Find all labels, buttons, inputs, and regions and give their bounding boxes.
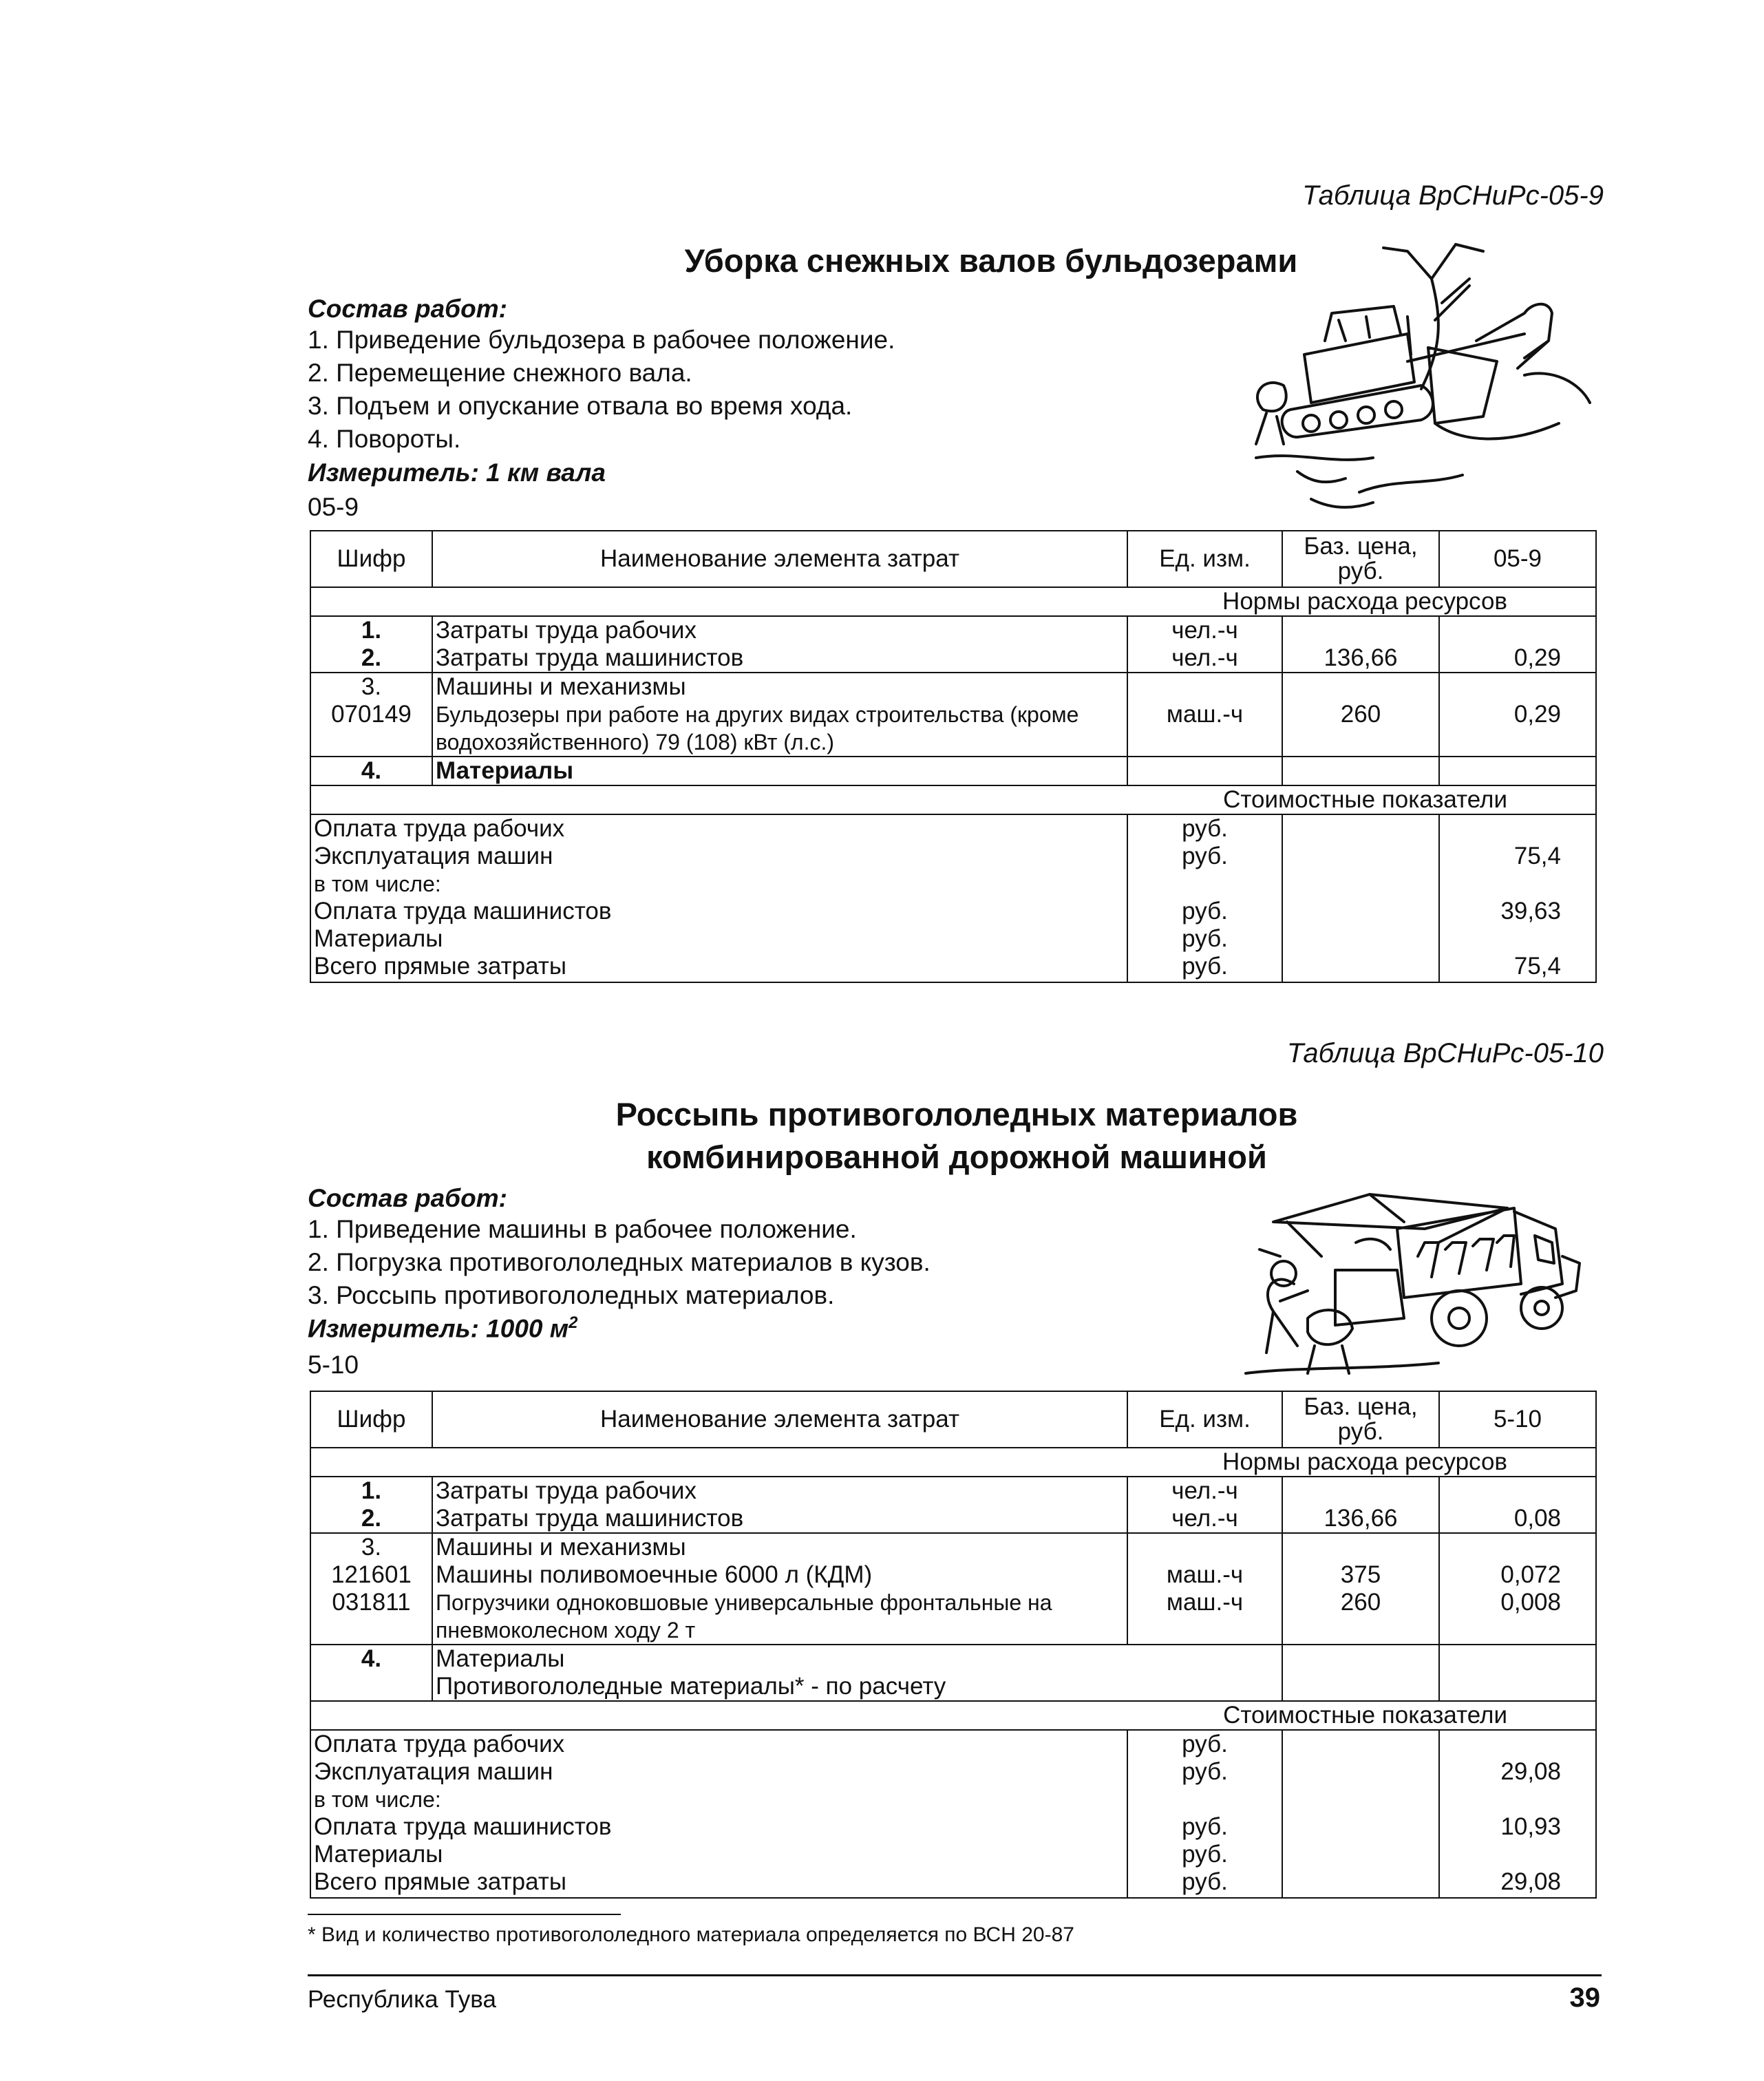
cost-name: Оплата труда рабочих [314, 815, 565, 842]
section-title: Уборка снежных валов бульдозерами [684, 242, 1298, 279]
row-unit: чел.-ч [1171, 644, 1238, 671]
cost-value: 29,08 [1500, 1868, 1561, 1895]
cost-unit: руб. [1182, 953, 1228, 980]
header-name: Наименование элемента затрат [432, 531, 1127, 587]
cost-value: 10,93 [1500, 1813, 1561, 1840]
row-number: 2. [361, 1505, 382, 1532]
cost-name: в том числе: [314, 872, 441, 896]
row-unit: чел.-ч [1171, 1477, 1238, 1504]
footer-region: Республика Тува [308, 1986, 496, 2013]
header-shifr: Шифр [310, 1391, 432, 1448]
cost-value: 75,4 [1513, 843, 1561, 869]
row-price: 136,66 [1324, 644, 1398, 671]
table-code: 5-10 [308, 1351, 359, 1379]
row-number: 1. [361, 617, 382, 644]
work-step: 4. Повороты. [308, 425, 461, 453]
row-number: 1. [361, 1477, 382, 1504]
section-title: Россыпь противогололедных материалов [615, 1096, 1298, 1132]
work-step: 1. Приведение бульдозера в рабочее положение. [308, 326, 895, 354]
row-number: 3. [361, 1534, 382, 1561]
row-value: 0,08 [1513, 1505, 1561, 1532]
cost-name: Материалы [314, 1841, 443, 1868]
work-step: 3. Подъем и опускание отвала во время хода. [308, 392, 853, 420]
bulldozer-illustration [1235, 237, 1593, 523]
row-number: 3. [361, 673, 382, 700]
cost-name: Всего прямые затраты [314, 1868, 567, 1895]
norms-label: Нормы расхода ресурсов [310, 587, 1596, 616]
page-number: 39 [1569, 1983, 1600, 2013]
cost-value: 29,08 [1500, 1758, 1561, 1785]
row-name: Затраты труда машинистов [436, 1505, 744, 1532]
cost-name: в том числе: [314, 1787, 441, 1812]
header-unit: Ед. изм. [1127, 531, 1282, 587]
row-price: 260 [1340, 1589, 1381, 1616]
cost-value: 75,4 [1513, 953, 1561, 980]
work-step: 2. Погрузка противогололедных материалов в кузов. [308, 1248, 931, 1276]
row-unit: чел.-ч [1171, 617, 1238, 644]
row-name: Бульдозеры при работе на других видах строительства (кроме водохозяйственного) 79 (108) кВт (л.с.) [436, 702, 1079, 754]
header-code: 5-10 [1439, 1391, 1596, 1448]
cost-name: Оплата труда рабочих [314, 1731, 565, 1757]
work-step: 2. Перемещение снежного вала. [308, 359, 692, 387]
cost-unit: руб. [1182, 1758, 1228, 1785]
cost-unit: руб. [1182, 815, 1228, 842]
work-step: 3. Россыпь противогололедных материалов. [308, 1281, 835, 1309]
work-step: 1. Приведение машины в рабочее положение. [308, 1215, 857, 1243]
cost-name: Эксплуатация машин [314, 1758, 553, 1785]
cost-unit: руб. [1182, 1841, 1228, 1868]
cost-rows [310, 814, 1596, 982]
table-code: 05-9 [308, 493, 359, 521]
work-composition-label: Состав работ: [308, 295, 507, 323]
cost-name: Эксплуатация машин [314, 843, 553, 869]
norms-table [310, 1391, 1597, 1899]
norms-table [310, 530, 1597, 983]
row-name: Затраты труда машинистов [436, 644, 744, 671]
row-number: 4. [310, 1645, 432, 1701]
row-unit: чел.-ч [1171, 1505, 1238, 1532]
row-name: Машины и механизмы [436, 673, 686, 700]
row-name: Погрузчики одноковшовые универсальные фронтальные на пневмоколесном ходу 2 т [436, 1590, 1052, 1642]
row-value: 0,072 [1500, 1561, 1561, 1588]
table-row [310, 673, 1596, 757]
table-row [310, 616, 1596, 673]
section-title: комбинированной дорожной машиной [646, 1139, 1267, 1175]
row-name: Машины поливомоечные 6000 л (КДМ) [436, 1561, 873, 1588]
table-row [310, 1533, 1596, 1645]
row-code: 031811 [332, 1589, 411, 1616]
cost-unit: руб. [1182, 898, 1228, 925]
row-name: Противогололедные материалы* - по расчету [436, 1673, 946, 1700]
row-unit: маш.-ч [1166, 1561, 1244, 1588]
header-code: 05-9 [1439, 531, 1596, 587]
row-value: 0,29 [1513, 644, 1561, 671]
cost-unit: руб. [1182, 925, 1228, 952]
header-unit: Ед. изм. [1127, 1391, 1282, 1448]
cost-name: Материалы [314, 925, 443, 952]
cost-unit: руб. [1182, 1868, 1228, 1895]
row-value: 0,29 [1513, 701, 1561, 728]
footnote-rule [308, 1914, 621, 1915]
table-ref: Таблица ВрСНиРс-05-9 [1302, 180, 1604, 211]
cost-unit: руб. [1182, 1731, 1228, 1757]
cost-unit: руб. [1182, 1813, 1228, 1840]
row-name: Материалы [436, 1645, 565, 1672]
row-name: Затраты труда рабочих [436, 617, 697, 644]
cost-value: 39,63 [1500, 898, 1561, 925]
measure-unit: Измеритель: 1000 $м^2$ [308, 1313, 578, 1343]
row-unit: маш.-ч [1166, 1589, 1244, 1616]
header-name: Наименование элемента затрат [432, 1391, 1127, 1448]
cost-label: Стоимостные показатели [310, 785, 1596, 814]
row-price: 260 [1340, 701, 1381, 728]
work-composition-label: Состав работ: [308, 1184, 507, 1212]
row-code: 121601 [331, 1561, 412, 1588]
row-name: Материалы [432, 757, 1127, 785]
road-machine-illustration [1232, 1181, 1590, 1380]
cost-rows [310, 1730, 1596, 1898]
table-row [310, 757, 1596, 785]
footnote: * Вид и количество противогололедного материала определяется по ВСН 20-87 [308, 1923, 1074, 1946]
row-number: 4. [310, 757, 432, 785]
norms-label: Нормы расхода ресурсов [310, 1448, 1596, 1477]
row-name: Машины и механизмы [436, 1534, 686, 1561]
header-price: Баз. цена, руб. [1282, 1391, 1439, 1448]
measure-unit: Измеритель: 1 км вала [308, 458, 606, 487]
row-code: 070149 [331, 701, 412, 728]
row-value: 0,008 [1500, 1589, 1561, 1616]
table-row [310, 1477, 1596, 1533]
row-name: Затраты труда рабочих [436, 1477, 697, 1504]
footer-rule [308, 1974, 1602, 1976]
cost-name: Всего прямые затраты [314, 953, 567, 980]
header-shifr: Шифр [310, 531, 432, 587]
cost-label: Стоимостные показатели [310, 1701, 1596, 1730]
row-number: 2. [361, 644, 382, 671]
cost-unit: руб. [1182, 843, 1228, 869]
row-unit: маш.-ч [1166, 701, 1244, 728]
header-price: Баз. цена, руб. [1282, 531, 1439, 587]
table-row [310, 1645, 1596, 1701]
row-price: 136,66 [1324, 1505, 1398, 1532]
table-ref: Таблица ВрСНиРс-05-10 [1286, 1038, 1604, 1068]
row-price: 375 [1340, 1561, 1381, 1588]
cost-name: Оплата труда машинистов [314, 898, 612, 925]
cost-name: Оплата труда машинистов [314, 1813, 612, 1840]
